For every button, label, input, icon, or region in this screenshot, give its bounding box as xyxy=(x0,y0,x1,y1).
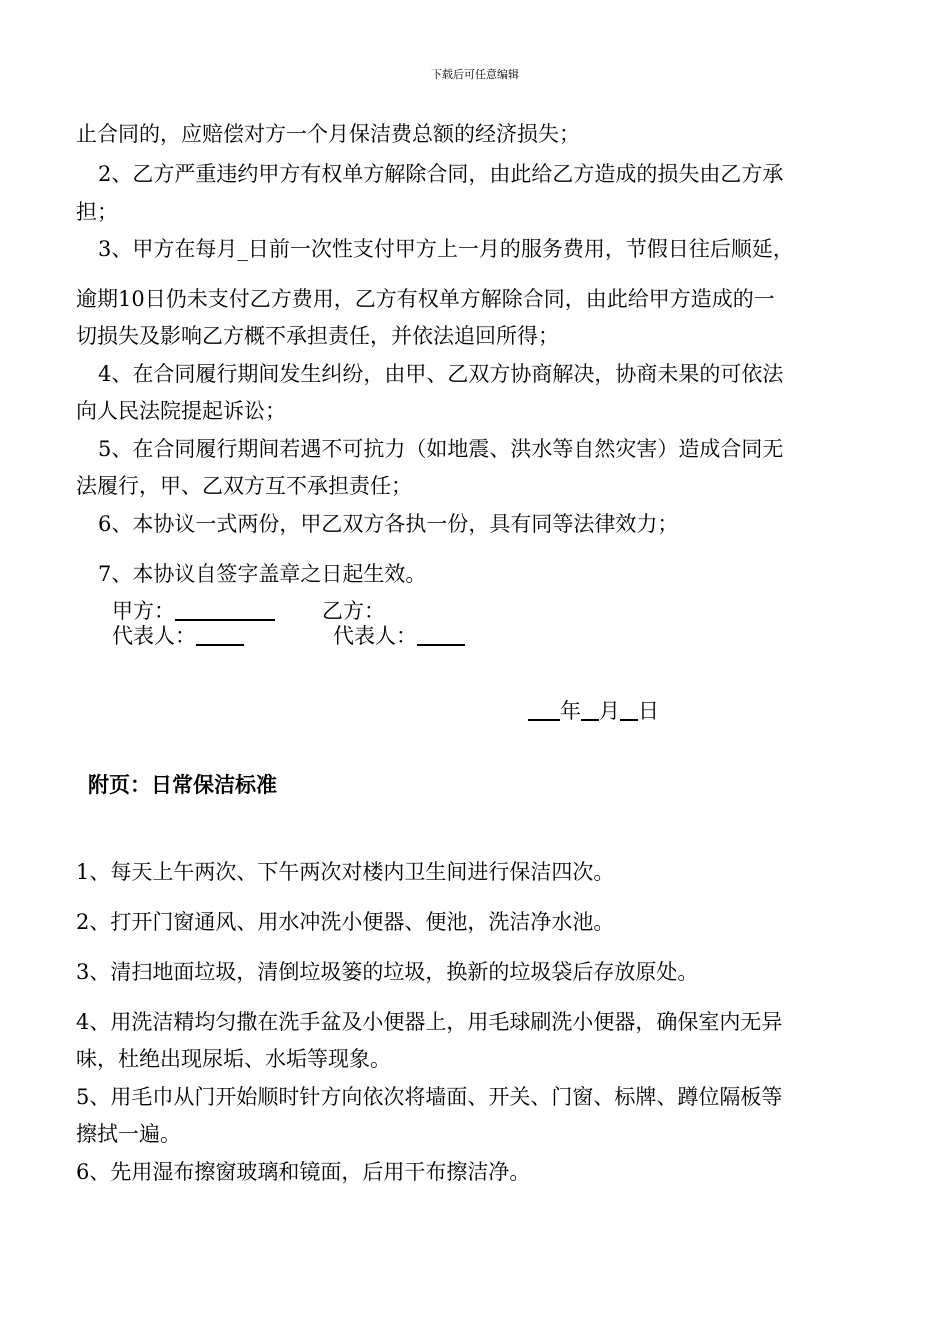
clause-line: 逾期10日仍未支付乙方费用，乙方有权单方解除合同，由此给甲方造成的一 xyxy=(76,287,775,311)
rep-a-label: 代表人： xyxy=(112,624,196,648)
party-b-signature xyxy=(322,598,385,624)
appendix-item: 2、打开门窗通风、用水冲洗小便器、便池，洗洁净水池。 xyxy=(76,910,615,934)
rep-b-label: 代表人： xyxy=(333,624,417,648)
clause-line: 2、乙方严重违约甲方有权单方解除合同，由此给乙方造成的损失由乙方承 xyxy=(98,162,784,186)
appendix-item: 6、先用湿布擦窗玻璃和镜面，后用干布擦洁净。 xyxy=(76,1160,531,1184)
clause-line: 7、本协议自签字盖章之日起生效。 xyxy=(98,562,427,586)
appendix-item: 3、清扫地面垃圾，清倒垃圾篓的垃圾，换新的垃圾袋后存放原处。 xyxy=(76,960,699,984)
party-a-blank xyxy=(175,599,275,621)
clause-line: 担； xyxy=(76,200,118,224)
clause-line: 6、本协议一式两份，甲乙双方各执一份，具有同等法律效力； xyxy=(98,512,679,536)
rep-a-blank xyxy=(196,624,244,646)
rep-b-signature xyxy=(333,623,465,649)
month-label: 月 xyxy=(599,699,620,723)
clause-line: 5、在合同履行期间若遇不可抗力（如地震、洪水等自然灾害）造成合同无 xyxy=(98,437,784,461)
appendix-item: 味，杜绝出现尿垢、水垢等现象。 xyxy=(76,1047,391,1071)
appendix-item: 1、每天上午两次、下午两次对楼内卫生间进行保洁四次。 xyxy=(76,860,615,884)
party-b-label: 乙方： xyxy=(322,599,385,623)
day-label: 日 xyxy=(638,699,659,723)
rep-a-signature xyxy=(112,623,244,649)
month-blank xyxy=(581,699,599,721)
party-a-label: 甲方： xyxy=(112,599,175,623)
date-line xyxy=(528,698,659,724)
year-blank xyxy=(528,699,560,721)
page-header: 下载后可任意编辑 xyxy=(431,68,519,81)
party-a-signature xyxy=(112,598,275,624)
clause-line: 切损失及影响乙方概不承担责任，并依法追回所得； xyxy=(76,324,559,348)
appendix-item: 4、用洗洁精均匀撒在洗手盆及小便器上，用毛球刷洗小便器，确保室内无异 xyxy=(76,1010,783,1034)
appendix-item: 擦拭一遍。 xyxy=(76,1122,181,1146)
clause-line: 止合同的，应赔偿对方一个月保洁费总额的经济损失； xyxy=(76,122,580,146)
rep-b-blank xyxy=(417,624,465,646)
clause-line: 法履行，甲、乙双方互不承担责任； xyxy=(76,474,412,498)
day-blank xyxy=(620,699,638,721)
clause-line: 向人民法院提起诉讼； xyxy=(76,399,286,423)
appendix-title: 附页：日常保洁标准 xyxy=(88,772,277,797)
clause-line: 3、甲方在每月_日前一次性支付甲方上一月的服务费用，节假日往后顺延， xyxy=(98,237,794,261)
year-label: 年 xyxy=(560,699,581,723)
appendix-item: 5、用毛巾从门开始顺时针方向依次将墙面、开关、门窗、标牌、蹲位隔板等 xyxy=(76,1085,783,1109)
clause-line: 4、在合同履行期间发生纠纷，由甲、乙双方协商解决，协商未果的可依法 xyxy=(98,362,784,386)
